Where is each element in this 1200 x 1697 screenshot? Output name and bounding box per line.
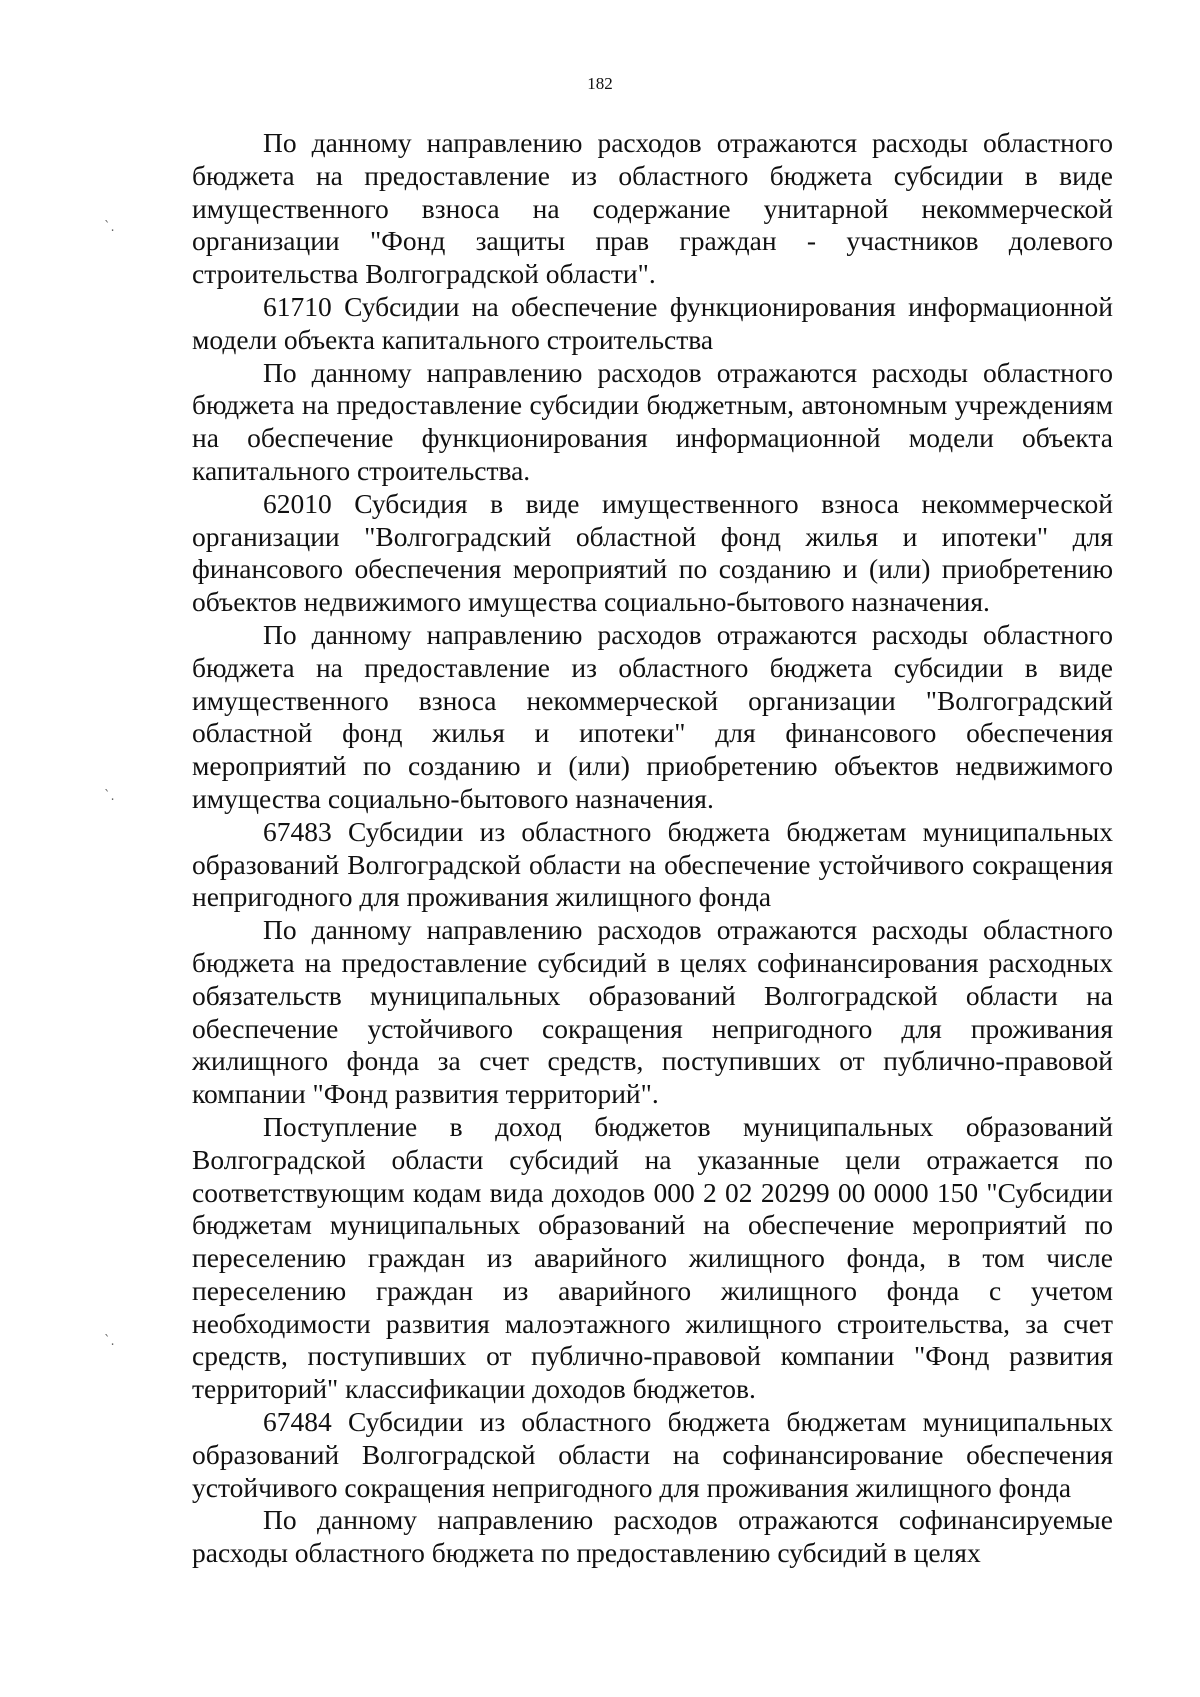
- page-number: 182: [587, 74, 613, 93]
- paragraph: По данному направлению расходов отражаются софинансируемые расходы областного бюджета по предоставлению субсидий в целях: [192, 1504, 1113, 1569]
- scan-mark: `.: [104, 1334, 115, 1349]
- paragraph: По данному направлению расходов отражаются расходы областного бюджета на предоставление субсидии бюджетным, автономным учреждениям на обеспечение функционирования информационной модели объекта капитального строительства.: [192, 356, 1113, 486]
- scan-mark: `.: [104, 789, 115, 804]
- paragraph: По данному направлению расходов отражаются расходы областного бюджета на предоставление из областного бюджета субсидии в виде имущественного взноса некоммерческой организации "Волгоградский областной фонд жилья и ипотеки" для финансового обеспечения мероприятий по созданию и (или) приобретению объектов недвижимого имущества социально-бытового назначения.: [192, 618, 1113, 814]
- paragraph: Поступление в доход бюджетов муниципальных образований Волгоградской области субсидий на указанные цели отражается по соответствующим кодам вида доходов 000 2 02 20299 00 0000 150 "Субсидии бюджетам муниципальных образований на обеспечение мероприятий по переселению граждан из аварийного жилищного фонда, в том числе переселению граждан из аварийного жилищного фонда с учетом необходимости развития малоэтажного жилищного строительства, за счет средств, поступивших от публично-правовой компании "Фонд развития территорий" классификации доходов бюджетов.: [192, 1110, 1113, 1405]
- paragraph: 67484 Субсидии из областного бюджета бюджетам муниципальных образований Волгоградской области на софинансирование обеспечения устойчивого сокращения непригодного для проживания жилищного фонда: [192, 1406, 1113, 1503]
- paragraph: 61710 Субсидии на обеспечение функционирования информационной модели объекта капитального строительства: [192, 290, 1113, 355]
- scan-mark: `.: [104, 220, 115, 235]
- paragraph: По данному направлению расходов отражаются расходы областного бюджета на предоставление из областного бюджета субсидии в виде имущественного взноса на содержание унитарной некоммерческой организации "Фонд защиты прав граждан - участников долевого строительства Волгоградской области".: [192, 127, 1113, 290]
- paragraph: 67483 Субсидии из областного бюджета бюджетам муниципальных образований Волгоградской области на обеспечение устойчивого сокращения непригодного для проживания жилищного фонда: [192, 815, 1113, 913]
- paragraph: По данному направлению расходов отражаются расходы областного бюджета на предоставление субсидий в целях софинансирования расходных обязательств муниципальных образований Волгоградской области на обеспечение устойчивого сокращения непригодного для проживания жилищного фонда за счет средств, поступивших от публично-правовой компании "Фонд развития территорий".: [192, 914, 1113, 1110]
- paragraph: 62010 Субсидия в виде имущественного взноса некоммерческой организации "Волгоградский областной фонд жилья и ипотеки" для финансового обеспечения мероприятий по созданию и (или) приобретению объектов недвижимого имущества социально-бытового назначения.: [192, 487, 1113, 618]
- document-body: [192, 127, 1113, 1570]
